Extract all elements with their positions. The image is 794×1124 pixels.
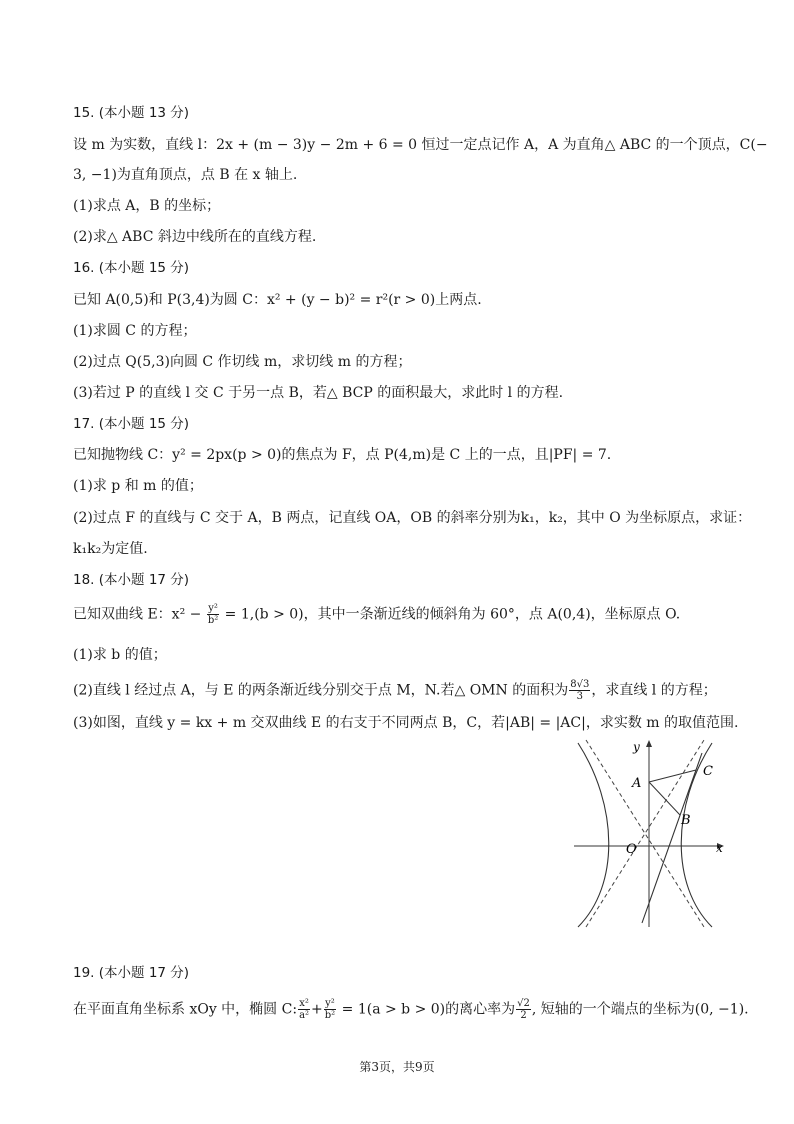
problem-18-part-2-suffix: ，求直线 l 的方程； [591,682,717,699]
fraction-numerator: x² [299,998,309,1009]
asymptote-1 [586,740,704,927]
segment-ac [649,770,696,782]
fraction-numerator: √2 [517,998,530,1009]
problem-18-header: 18. (本小题 17 分) [73,572,190,588]
problem-19-stem-prefix: 在平面直角坐标系 xOy 中，椭圆 C: [73,1001,298,1018]
ellipse-fraction-x [298,998,310,1021]
problem-18-fraction [207,603,219,626]
problem-19-header: 19. (本小题 17 分) [73,965,190,981]
fraction-numerator: 8√3 [570,679,590,690]
problem-18-part-3: (3)如图，直线 y = kx + m 交双曲线 E 的右支于不同两点 B，C，若|AB| = |AC|，求实数 m 的取值范围. [73,715,739,731]
problem-16-part-3: (3)若过 P 的直线 l 交 C 于另一点 B，若△ BCP 的面积最大，求此时 l 的方程. [73,385,564,401]
problem-16-part-1: (1)求圆 C 的方程； [73,323,197,339]
fraction-denominator: 3 [576,691,583,702]
label-x: x [716,841,723,855]
fraction-numerator: y² [325,998,335,1009]
label-o: O [626,842,637,857]
problem-16-stem: 已知 A(0,5)和 P(3,4)为圆 C：x² + (y − b)² = r²(r > 0)上两点. [73,292,482,308]
problem-19-stem-suffix: , 短轴的一个端点的坐标为(0, −1). [531,1001,749,1018]
problem-18-part-1: (1)求 b 的值； [73,647,167,663]
problem-17-stem: 已知抛物线 C：y² = 2px(p > 0)的焦点为 F，点 P(4,m)是 C 上的一点，且|PF| = 7. [73,447,612,463]
problem-18-part-2-prefix: (2)直线 l 经过点 A，与 E 的两条渐近线分别交于点 M，N.若△ OMN 的面积为 [73,682,569,699]
problem-15-part-2: (2)求△ ABC 斜边中线所在的直线方程. [73,229,317,245]
fraction-denominator: b² [207,615,219,626]
problem-18-stem [73,603,723,626]
problem-17-part-2-cont: k₁k₂为定值. [73,541,148,557]
label-b: B [681,813,691,828]
plus-sign: + [311,1001,323,1018]
problem-15-part-1: (1)求点 A，B 的坐标； [73,198,221,214]
problem-16-part-2: (2)过点 Q(5,3)向圆 C 作切线 m，求切线 m 的方程； [73,354,412,370]
area-fraction [569,679,590,702]
label-y: y [633,740,640,754]
ellipse-fraction-y [324,998,336,1021]
problem-15-stem-line-1: 设 m 为实数，直线 l：2x + (m − 3)y − 2m + 6 = 0 恒过一定点记作 A，A 为直角△ ABC 的一个顶点，C(− [73,137,768,153]
problem-17-header: 17. (本小题 15 分) [73,416,190,432]
problem-17-part-1: (1)求 p 和 m 的值； [73,478,203,494]
problem-15-header: 15. (本小题 13 分) [73,105,190,121]
problem-19-stem-mid: = 1(a > b > 0)的离心率为 [337,1001,516,1018]
line-bc [642,753,702,923]
hyperbola-figure [572,735,732,930]
problem-18-stem-suffix: = 1,(b > 0)，其中一条渐近线的倾斜角为 60°，点 A(0,4)，坐标原点 O. [220,606,681,623]
fraction-denominator: a² [299,1010,310,1021]
fraction-denominator: 2 [520,1010,527,1021]
problem-18-part-2 [73,679,723,702]
problem-19-stem [73,998,749,1021]
fraction-numerator: y² [208,603,218,614]
eccentricity-fraction [516,998,531,1021]
label-a: A [632,776,642,791]
label-c: C [703,764,713,779]
asymptote-2 [586,740,704,927]
problem-16-header: 16. (本小题 15 分) [73,260,190,276]
problem-17-part-2: (2)过点 F 的直线与 C 交于 A，B 两点，记直线 OA，OB 的斜率分别为k₁，k₂，其中 O 为坐标原点，求证： [73,510,752,526]
fraction-denominator: b² [324,1010,336,1021]
hyperbola-left-branch [578,743,609,927]
segment-ab [649,782,680,815]
problem-18-stem-prefix: 已知双曲线 E：x² − [73,606,206,623]
y-axis-arrow [646,740,652,747]
page-footer: 第3页，共9页 [359,1060,435,1074]
problem-15-stem-line-2: 3, −1)为直角顶点，点 B 在 x 轴上. [73,167,298,183]
